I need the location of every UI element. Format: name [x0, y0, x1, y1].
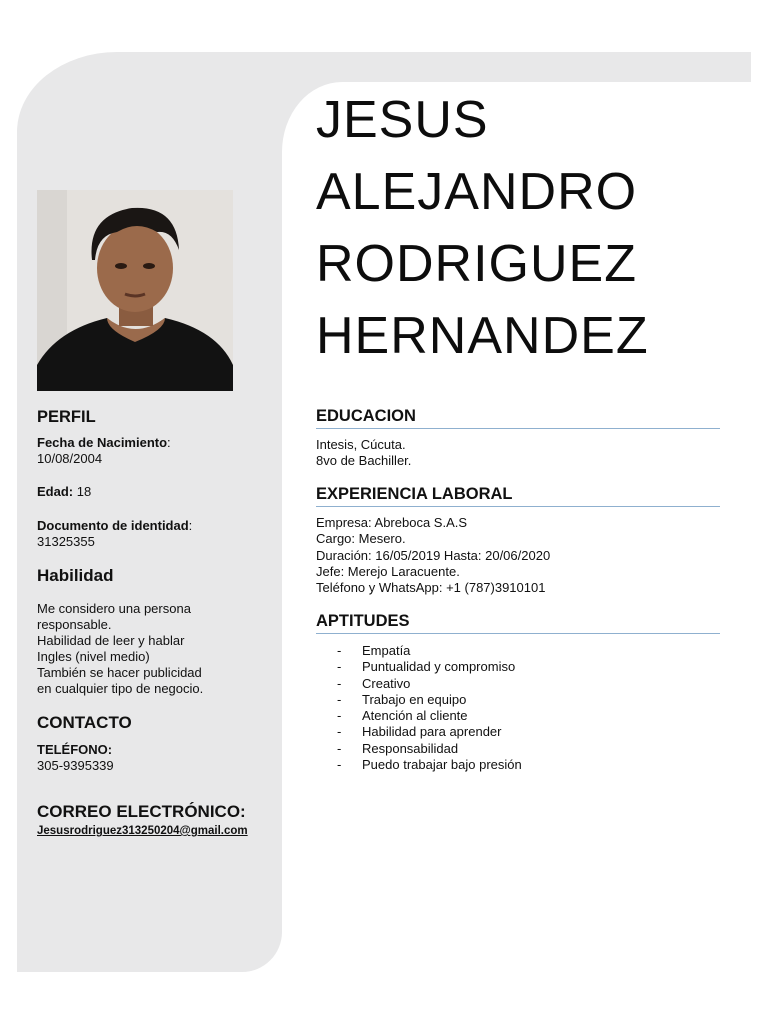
header-band [282, 52, 751, 82]
email [37, 822, 272, 839]
perfil-heading: PERFIL [37, 408, 96, 426]
habilidad-line: Habilidad de leer y hablar [37, 633, 185, 648]
habilidad-heading: Habilidad [37, 566, 114, 585]
id-colon: : [188, 518, 193, 533]
educacion-line: Intesis, Cúcuta. [316, 437, 406, 452]
contacto-heading: CONTACTO [37, 713, 132, 732]
experiencia-line: Duración: 16/05/2019 Hasta: 20/06/2020 [316, 547, 551, 563]
experiencia-line: Teléfono y WhatsApp: +1 (787)3910101 [316, 580, 546, 596]
phone-label: TELÉFONO: [37, 742, 113, 757]
id-document [37, 518, 272, 550]
list-item: - Empatía [337, 643, 522, 659]
list-item: - Responsabilidad [337, 741, 522, 757]
name-line-1: JESUS [316, 91, 489, 149]
experiencia-text [316, 515, 550, 596]
list-item: - Puedo trabajar bajo presión [337, 757, 522, 773]
email-link[interactable]: Jesusrodriguez313250204@gmail.com [37, 825, 248, 837]
birth-label: Fecha de Nacimiento [37, 435, 168, 450]
birth-colon: : [167, 435, 171, 450]
age-label: Edad: [37, 484, 74, 499]
experiencia-heading: EXPERIENCIA LABORAL [316, 485, 720, 507]
experiencia-line: Jefe: Merejo Laracuente. [316, 563, 460, 579]
habilidad-line: Me considero una persona [37, 601, 191, 616]
phone [37, 742, 272, 774]
name-line-2: ALEJANDRO [316, 163, 638, 221]
educacion-line: 8vo de Bachiller. [316, 453, 412, 469]
id-value: 31325355 [37, 534, 95, 549]
habilidad-text [37, 601, 272, 697]
list-item: - Trabajo en equipo [337, 692, 522, 708]
age [37, 484, 272, 500]
birth-date [37, 435, 272, 467]
age-value: 18 [73, 484, 92, 499]
aptitudes-heading: APTITUDES [316, 612, 720, 634]
habilidad-line: Ingles (nivel medio) [37, 649, 150, 664]
birth-value: 10/08/2004 [37, 451, 103, 466]
list-item: - Atención al cliente [337, 708, 522, 724]
list-item: - Creativo [337, 676, 522, 692]
phone-value: 305-9395339 [37, 758, 114, 773]
name-line-4: HERNANDEZ [316, 307, 649, 365]
full-name [316, 84, 756, 372]
experiencia-line: Empresa: Abreboca S.A.S [316, 515, 468, 530]
id-label: Documento de identidad [37, 518, 189, 533]
name-line-3: RODRIGUEZ [316, 235, 637, 293]
aptitudes-list [337, 643, 522, 773]
profile-photo [37, 190, 233, 391]
list-item: - Habilidad para aprender [337, 724, 522, 740]
experiencia-line: Cargo: Mesero. [316, 531, 406, 547]
educacion-heading: EDUCACION [316, 407, 720, 429]
habilidad-line: en cualquier tipo de negocio. [37, 681, 204, 696]
educacion-text [316, 437, 411, 470]
habilidad-line: responsable. [37, 617, 112, 632]
habilidad-line: También se hacer publicidad [37, 665, 202, 680]
list-item: - Puntualidad y compromiso [337, 659, 522, 675]
email-heading: CORREO ELECTRÓNICO: [37, 802, 246, 821]
